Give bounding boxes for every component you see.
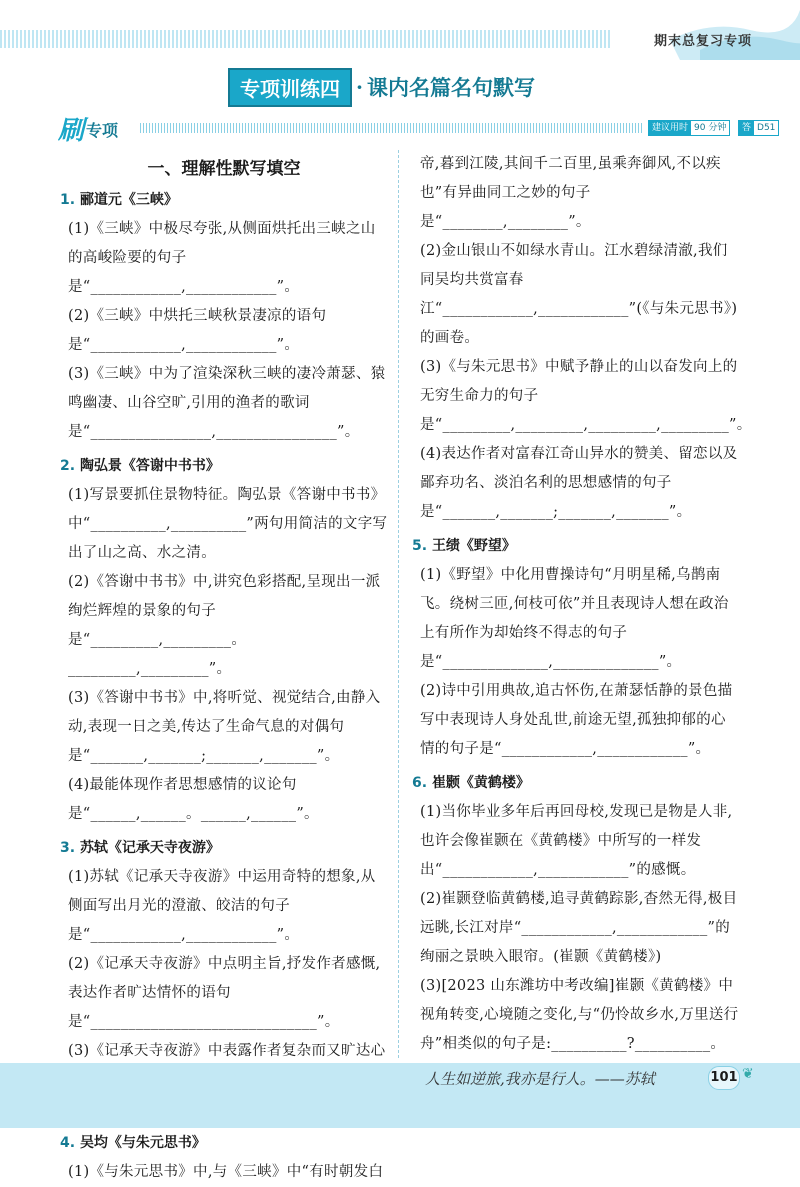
- question-item: (2)《三峡》中烘托三峡秋景凄凉的语句是“____________,____________”。: [68, 308, 327, 353]
- question-heading-text: 陶弘景《答谢中书书》: [79, 458, 220, 474]
- question-heading: [60, 189, 388, 209]
- answer-value: D51: [754, 121, 778, 135]
- question-number: 4.: [60, 1135, 76, 1151]
- title-separator: ·: [356, 75, 363, 99]
- question-number: 1.: [60, 192, 76, 208]
- time-value: 90 分钟: [691, 121, 729, 135]
- footer-band: [0, 1063, 800, 1128]
- question-number: 6.: [412, 775, 428, 791]
- left-column: [60, 150, 388, 1187]
- question-number: 5.: [412, 538, 428, 554]
- question-item: (3)《答谢中书书》中,将听觉、视觉结合,由静入动,表现一日之美,传达了生命气息的对偶句是“_______,_______;_______,_______”。: [68, 690, 381, 764]
- question-heading: [60, 837, 388, 857]
- time-key: 建议用时: [649, 121, 691, 135]
- answer-key: 答案: [739, 121, 754, 135]
- answer-tag: [738, 120, 779, 147]
- leaf-icon: ❦: [742, 1066, 754, 1082]
- question-heading-text: 吴均《与朱元思书》: [79, 1135, 206, 1151]
- question-item: 帝,暮到江陵,其间千二百里,虽乘奔御风,不以疾也”有异曲同工之妙的句子是“________,________”。: [420, 156, 721, 230]
- question-item: (2)崔颢登临黄鹤楼,追寻黄鹤踪影,杳然无得,极目远眺,长江对岸“____________,____________”的绚丽之景映入眼帘。(崔颢《黄鹤楼》): [420, 891, 738, 965]
- question-item: (2)诗中引用典故,追古怀伤,在萧瑟恬静的景色描写中表现诗人身处乱世,前途无望,孤独抑郁的心情的句子是“____________,____________”。: [420, 683, 733, 757]
- question-item: (3)《三峡》中为了渲染深秋三峡的凄冷萧瑟、猿鸣幽凄、山谷空旷,引用的渔者的歌词是“________________,________________”。: [68, 366, 386, 440]
- question-item: (3)《与朱元思书》中赋予静止的山以奋发向上的无穷生命力的句子是“_________,_________,_________,_________”。: [420, 359, 752, 433]
- column-divider: [398, 150, 399, 1058]
- question-heading-text: 苏轼《记承天寺夜游》: [79, 840, 220, 856]
- question-item: (4)最能体现作者思想感情的议论句是“______,______。______,______”。: [68, 777, 319, 822]
- question-heading: [412, 772, 740, 792]
- shua-header: [58, 112, 776, 147]
- question-item: (2)《答谢中书书》中,讲究色彩搭配,呈现出一派绚烂辉煌的景象的句子是“_________,_________。_________,_________”。: [68, 574, 381, 677]
- question-heading-text: 王绩《野望》: [431, 538, 516, 554]
- question-item: (1)《三峡》中极尽夸张,从侧面烘托出三峡之山的高峻险要的句子是“____________,____________”。: [68, 221, 376, 295]
- question-item: (1)《野望》中化用曹操诗句“月明星稀,乌鹊南飞。绕树三匝,何枝可依”并且表现诗人想在政治上有所作为却始终不得志的句子是“______________,______________”。: [420, 567, 729, 670]
- shua-dotted-line: [140, 123, 644, 133]
- shua-char: 刷: [58, 116, 85, 146]
- question-item: (1)苏轼《记承天寺夜游》中运用奇特的想象,从侧面写出月光的澄澈、皎洁的句子是“____________,____________”。: [68, 869, 376, 943]
- title-box: 专项训练四: [228, 68, 352, 107]
- footer-quote: 人生如逆旅,我亦是行人。——苏轼: [425, 1070, 655, 1088]
- question-heading: [60, 455, 388, 475]
- top-banner: [0, 0, 800, 60]
- question-heading: [412, 535, 740, 555]
- question-item: (2)金山银山不如绿水青山。江水碧绿清澈,我们同吴均共赏富春江“____________,____________”(《与朱元思书》)的画卷。: [420, 243, 738, 346]
- question-number: 2.: [60, 458, 76, 474]
- question-item: (1)《与朱元思书》中,与《三峡》中“有时朝发白: [68, 1164, 384, 1180]
- question-number: 3.: [60, 840, 76, 856]
- section-tag: 期末总复习专项: [653, 34, 752, 49]
- question-heading-text: 郦道元《三峡》: [79, 192, 178, 208]
- question-heading: [60, 1132, 388, 1152]
- shua-label: 专项: [86, 121, 119, 140]
- title-text: 课内名篇名句默写: [366, 76, 535, 100]
- part-title: 一、理解性默写填空: [147, 159, 301, 179]
- question-item: (3)《记承天寺夜游》中表露作者复杂而又旷达心: [68, 1043, 386, 1059]
- question-item: (3)[2023 山东潍坊中考改编]崔颢《黄鹤楼》中视角转变,心境随之变化,与“仍怜故乡水,万里送行舟”相类似的句子是:__________?__________。: [420, 978, 739, 1052]
- page-number: 101: [708, 1066, 740, 1090]
- question-item: (1)当你毕业多年后再回母校,发现已是物是人非,也许会像崔颢在《黄鹤楼》中所写的一样发出“____________,____________”的感慨。: [420, 804, 733, 878]
- question-heading-text: 崔颢《黄鹤楼》: [431, 775, 530, 791]
- question-item: (2)《记承天寺夜游》中点明主旨,抒发作者感慨,表达作者旷达情怀的语句是“______________________________”。: [68, 956, 381, 1030]
- top-stripe: [0, 30, 610, 48]
- question-item: (4)表达作者对富春江奇山异水的赞美、留恋以及鄙弃功名、淡泊名利的思想感情的句子是“_______,_______;_______,_______”。: [420, 446, 738, 520]
- time-tag: [648, 120, 730, 136]
- page-title: [228, 70, 535, 104]
- question-item: (1)写景要抓住景物特征。陶弘景《答谢中书书》中“__________,__________”两句用简洁的文字写出了山之高、水之清。: [68, 487, 388, 561]
- right-column: [412, 150, 752, 1059]
